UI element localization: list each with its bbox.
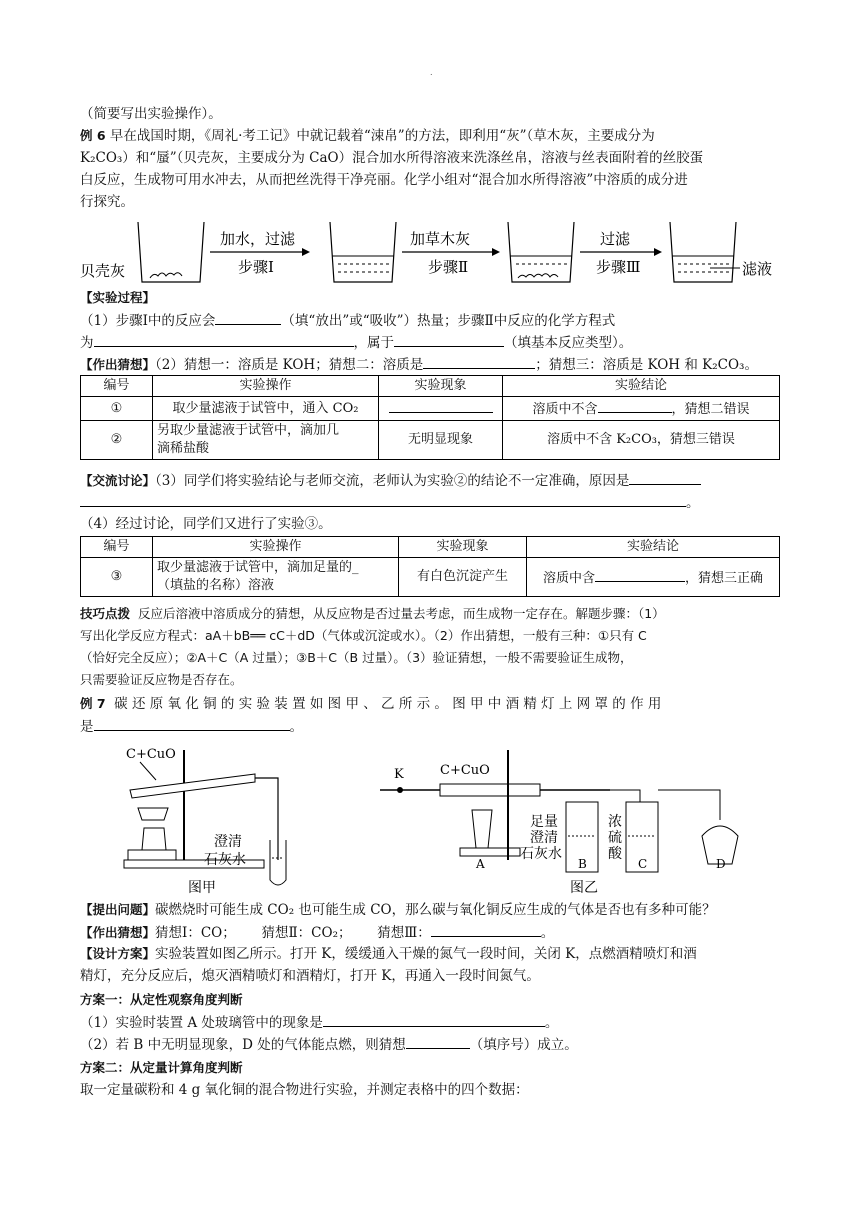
beaker-1 [138, 222, 204, 282]
discuss-end: 。 [686, 495, 700, 511]
table1-row1-conc-blank[interactable] [598, 398, 672, 413]
arrow-step2-head [492, 248, 500, 256]
yi-c-label-3: 酸 [608, 846, 622, 862]
jia-wire-gauze [138, 808, 168, 820]
discuss-line1 [80, 470, 780, 491]
arrow-step1-head [302, 248, 310, 256]
discuss-heading: 【交流讨论】 [80, 473, 156, 488]
plan2-heading: 方案二：从定量计算角度判断 [80, 1060, 243, 1075]
shell-ash-label: 贝壳灰 [80, 262, 126, 280]
beaker-2 [330, 222, 396, 282]
step2-top-label: 加草木灰 [410, 230, 471, 248]
arrow-step3-head [654, 248, 662, 256]
table1-row2-op-cell [153, 421, 379, 460]
design-text1: 实验装置如图乙所示。打开 K，缓缓通入干燥的氮气一段时间，关闭 K，点燃酒精喷灯和酒 [155, 946, 697, 962]
plan1-heading: 方案一：从定性观察角度判断 [80, 992, 243, 1007]
step2-bottom-label: 步骤Ⅱ [428, 258, 469, 276]
plan1-q1-text: （1）实验时装置 A 处玻璃管中的现象是 [80, 1015, 323, 1031]
table1-row1-op: 取少量滤液于试管中，通入 CO₂ [153, 397, 379, 421]
q1-reaction-type-blank[interactable] [394, 332, 504, 347]
table1-row1-phen-blank[interactable] [389, 398, 493, 413]
yi-b-label-1: 足量 [530, 814, 558, 830]
q1-text-c: 为 [80, 335, 94, 351]
plan2-text: 取一定量碳粉和 4 g 氧化铜的混合物进行实验，并测定表格中的四个数据： [80, 1082, 529, 1098]
table2-row-no: ③ [81, 558, 153, 597]
plan1-q2-blank[interactable] [406, 1034, 470, 1049]
intro-note: （简要写出实验操作）。 [80, 106, 222, 122]
question-text: 碳燃烧时可能生成 CO₂ 也可能生成 CO，那么碳与氧化铜反应生成的气体是否也有多种可能？ [155, 902, 716, 918]
ex7-text1: 碳 还 原 氧 化 铜 的 实 验 装 置 如 图 甲 、 乙 所 示 。 图 甲 中 酒 精 灯 上 网 罩 的 作 用 [114, 696, 662, 712]
jia-delivery-tube [255, 778, 278, 860]
yi-label-d: D [716, 857, 726, 871]
table1-header-no: 编号 [81, 376, 153, 397]
q1-line2 [80, 332, 780, 353]
ex6-paragraph-line4: 行探究。 [80, 194, 134, 210]
q1-text-a: （1）步骤Ⅰ中的反应会 [80, 313, 216, 329]
yi-label-b: B [578, 857, 587, 871]
table1-row1-conc-cell [503, 397, 780, 421]
table2-header-op: 实验操作 [153, 537, 399, 558]
question-line [80, 900, 780, 920]
yi-c-label-2: 硫 [608, 830, 622, 846]
ex7-guess-heading: 【作出猜想】 [80, 925, 156, 940]
guess-heading: 【作出猜想】 [80, 357, 156, 372]
yi-c-label-1: 浓 [608, 814, 622, 830]
guess-line [80, 354, 780, 375]
yi-caption: 图乙 [570, 880, 598, 896]
q1-line1 [80, 310, 780, 331]
step3-bottom-label: 步骤Ⅲ [596, 258, 641, 276]
guess-text-b: ；猜想三：溶质是 KOH 和 K₂CO₃。 [535, 357, 758, 373]
table1-row1-conc-a: 溶质中不含 [532, 402, 598, 417]
yi-tube-cd [658, 790, 720, 820]
yi-reagent-label: C+CuO [440, 763, 490, 778]
plan1-q2-line [80, 1034, 780, 1055]
tip-text1: 反应后溶液中溶质成分的猜想，从反应物是否过量去考虑，而生成物一定存在。解题步骤：（1） [137, 606, 665, 621]
tip-line3: （恰好完全反应）；②A＋C（A 过量）；③B＋C（B 过量）。（3）验证猜想，一般不需要验证生成物， [80, 650, 633, 665]
header-dot: . [430, 68, 433, 77]
ex7-wire-gauze-blank[interactable] [94, 716, 290, 731]
jia-reagent-label: C+CuO [126, 747, 176, 762]
beaker-3 [508, 222, 574, 282]
tip-label: 技巧点拨 [80, 606, 131, 621]
ex7-guess2: 猜想Ⅱ：CO₂； [261, 925, 352, 941]
discuss-text: （3）同学们将实验结论与老师交流，老师认为实验②的结论不一定准确，原因是 [155, 473, 630, 489]
step1-top-label: 加水，过滤 [220, 230, 296, 248]
figure-jia [80, 740, 320, 900]
experiment-table-2 [80, 536, 780, 597]
guess-text-a: （2）猜想一：溶质是 KOH；猜想二：溶质是 [155, 357, 424, 373]
ex6-label: 例 6 [80, 128, 106, 143]
plan1-q2-text-b: （填序号）成立。 [469, 1037, 578, 1053]
ex7-guess3-end: 。 [540, 925, 555, 941]
table2-row-3 [81, 558, 780, 597]
ex6-text1: 早在战国时期，《周礼·考工记》中就记载着“涑帛”的方法，即利用“灰”（草木灰，主要成分为 [109, 128, 655, 144]
step1-bottom-label: 步骤Ⅰ [238, 258, 274, 276]
ex7-guess3-blank[interactable] [431, 922, 541, 937]
table1-row2-op2: 滴稀盐酸 [157, 441, 210, 456]
table1-row2-conc: 溶质中不含 K₂CO₃，猜想三错误 [503, 421, 780, 460]
plan1-q1-line [80, 1012, 780, 1033]
design-heading: 【设计方案】 [80, 946, 156, 961]
table1-row1-no: ① [81, 397, 153, 421]
ex6-paragraph-line3: 白反应，生成物可用水冲去，从而把丝洗得干净亮丽。化学小组对“混合加水所得溶液”中溶质的成分进 [80, 172, 688, 188]
yi-label-a: A [476, 857, 485, 871]
table1-header-row [81, 376, 780, 397]
yi-stand-base [460, 848, 520, 856]
yi-b-label-3: 石灰水 [520, 846, 562, 862]
ex7-line2 [80, 716, 780, 737]
q1-heat-blank[interactable] [215, 310, 281, 325]
ex7-text2: 是 [80, 719, 94, 735]
table2-row-op-cell [153, 558, 399, 597]
table2-row-conc-a: 溶质中含 [542, 570, 595, 586]
tip-line4: 只需要验证反应物是否存在。 [80, 672, 243, 687]
ex7-label: 例 7 [80, 696, 106, 711]
process-heading: 【实验过程】 [80, 290, 156, 305]
experiment-table-1 [80, 375, 780, 460]
yi-b-label-2: 澄清 [530, 830, 558, 846]
table2-row-op2: （填盐的名称）溶液 [157, 578, 275, 593]
ex7-guess3: 猜想Ⅲ： [377, 925, 431, 941]
step3-top-label: 过滤 [600, 230, 631, 248]
table1-row1-phen-cell [379, 397, 503, 421]
question-heading: 【提出问题】 [80, 902, 156, 917]
ex7-guess1: 猜想Ⅰ：CO； [155, 925, 236, 941]
q1-text-e: （填基本反应类型）。 [504, 335, 633, 351]
yi-valve-k [397, 787, 403, 793]
table2-header-no: 编号 [81, 537, 153, 558]
discuss-line2 [80, 492, 780, 513]
design-line2: 精灯，充分反应后，熄灭酒精喷灯和酒精灯，打开 K，再通入一段时间氮气。 [80, 968, 540, 984]
ex6-flow-diagram [80, 212, 780, 286]
table1-row2-phen: 无明显现象 [379, 421, 503, 460]
jia-reagent-pointer [140, 762, 156, 780]
table1-row1-conc-b: ，猜想二错误 [671, 402, 750, 417]
guess2-blank[interactable] [423, 354, 535, 369]
table2-row-conc-b: ，猜想三正确 [685, 570, 764, 586]
yi-label-c: C [638, 857, 648, 871]
tip-line1 [80, 604, 780, 624]
yi-spirit-blowtorch [472, 810, 492, 848]
table1-row-2 [81, 421, 780, 460]
q4-line: （4）经过讨论，同学们又进行了实验③。 [80, 516, 332, 532]
ex6-paragraph-line1 [80, 126, 780, 146]
q1-equation-blank[interactable] [94, 332, 354, 347]
table1-row2-no: ② [81, 421, 153, 460]
beaker-4 [670, 222, 740, 282]
jia-alcohol-lamp [142, 828, 166, 850]
ex7-guess-line [80, 922, 780, 943]
table2-row-conc-cell [527, 558, 780, 597]
jia-caption: 图甲 [188, 880, 216, 896]
jia-wood-block [128, 850, 176, 860]
table1-header-phen: 实验现象 [379, 376, 503, 397]
ex6-paragraph-line2: K₂CO₃）和“蜃”（贝壳灰，主要成分为 CaO）混合加水所得溶液来洗涤丝帛，溶液与丝表面附着的丝胶蛋 [80, 150, 704, 166]
yi-hard-glass-tube [440, 784, 540, 796]
table2-row-phen: 有白色沉淀产生 [399, 558, 527, 597]
table2-header-row [81, 537, 780, 558]
table1-header-conc: 实验结论 [503, 376, 780, 397]
ex7-text2-end: 。 [289, 719, 303, 735]
plan1-q1-end: 。 [544, 1015, 559, 1031]
discuss-blank-b[interactable] [80, 492, 686, 507]
ex7-line1 [80, 694, 780, 714]
design-line1 [80, 944, 780, 964]
q1-text-b: （填“放出”或“吸收”）热量；步骤Ⅱ中反应的化学方程式 [281, 313, 616, 329]
q1-text-d: ，属于 [353, 335, 394, 351]
table2-header-conc: 实验结论 [527, 537, 780, 558]
discuss-blank-a[interactable] [629, 470, 701, 485]
yi-k-label: K [394, 767, 404, 782]
jia-lime-label-1: 澄清 [214, 834, 242, 850]
jia-glass-tube [130, 774, 255, 798]
figure-yi [380, 740, 780, 900]
jia-lime-label-2: 石灰水 [204, 852, 246, 868]
table2-row-conc-blank[interactable] [595, 567, 685, 582]
filtrate-label: 滤液 [742, 260, 773, 278]
table2-row-op1: 取少量滤液于试管中，滴加足量的_ [157, 560, 359, 575]
table1-row2-op1: 另取少量滤液于试管中，滴加几 [157, 423, 340, 438]
table1-header-op: 实验操作 [153, 376, 379, 397]
tip-line2: 写出化学反应方程式：aA＋bB══ cC＋dD（气体或沉淀或水）。（2）作出猜想，一般有三种：①只有 C [80, 628, 647, 643]
yi-tube-bc [610, 790, 640, 802]
plan1-q1-blank[interactable] [323, 1012, 545, 1027]
table2-header-phen: 实验现象 [399, 537, 527, 558]
plan1-q2-text-a: （2）若 B 中无明显现象，D 处的气体能点燃，则猜想 [80, 1037, 406, 1053]
table1-row-1 [81, 397, 780, 421]
